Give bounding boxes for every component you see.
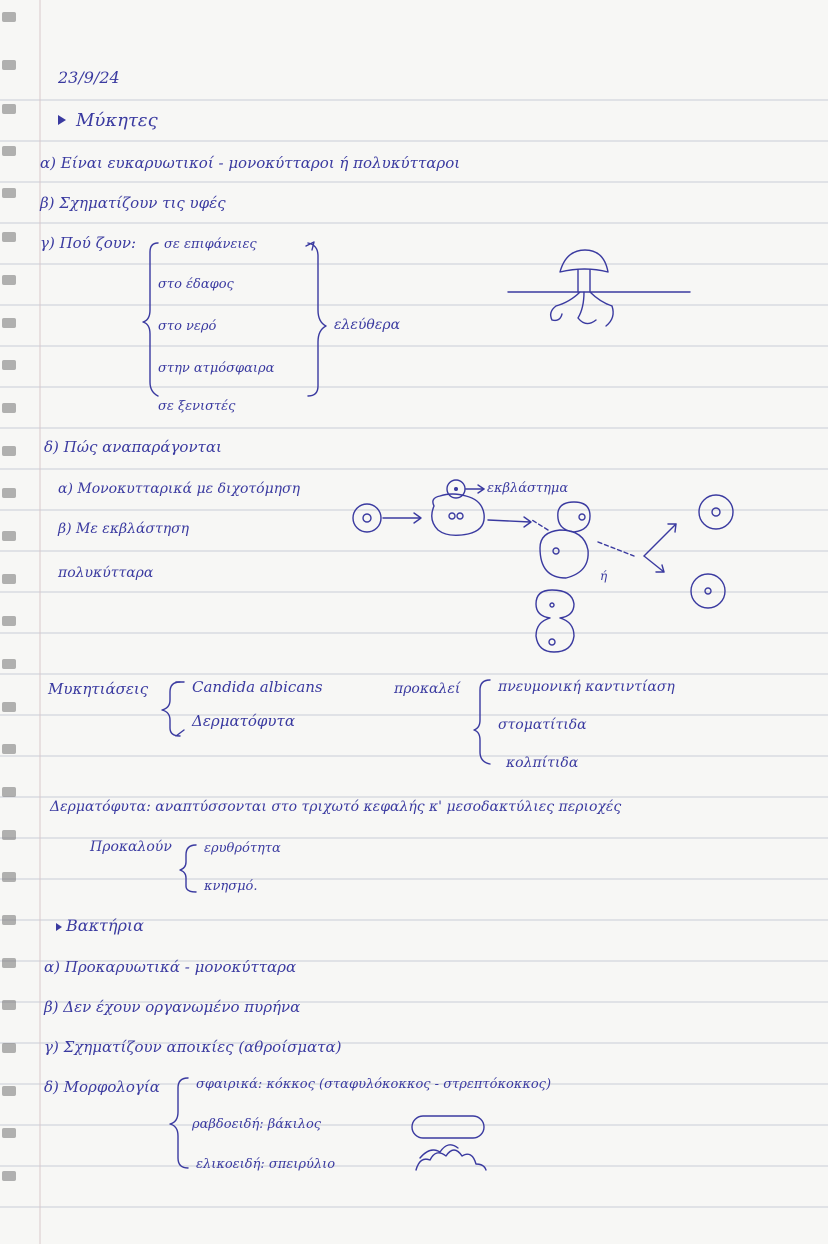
bacteria-point-c: γ) Σχηματίζουν αποικίες (αθροίσματα) (44, 1038, 342, 1056)
right-brace (308, 243, 326, 396)
habitat: στο έδαφος (158, 277, 234, 292)
heading-fungi: Μύκητες (76, 110, 158, 131)
bacteria-point-a: α) Προκαρυωτικά - μονοκύτταρα (44, 958, 297, 976)
mycosis-item: Δερματόφυτα (192, 712, 295, 730)
fungi-point-a: α) Είναι ευκαρυωτικοί - μονοκύτταροι ή πολυκύτταροι (40, 154, 461, 172)
bullet-icon (58, 115, 66, 125)
fungi-point-b: β) Σχηματίζουν τις υφές (40, 194, 226, 212)
mycoses-label: Μυκητιάσεις (48, 680, 149, 698)
mushroom-sketch (508, 250, 690, 326)
dermatophytes-effect: κνησμό. (204, 879, 258, 894)
effect: κολπίτιδα (506, 755, 579, 771)
bud-label: εκβλάστημα (487, 481, 569, 496)
habitat: στην ατμόσφαιρα (158, 361, 275, 376)
free-living-label: ελεύθερα (334, 317, 401, 333)
dermatophytes-effect: ερυθρότητα (204, 841, 281, 856)
bacteria-shape: ραβδοειδή: βάκιλος (192, 1117, 322, 1132)
or-label: ή (600, 569, 608, 583)
heading-bacteria: Βακτήρια (66, 916, 144, 935)
habitat: σε ξενιστές (158, 399, 236, 414)
mycosis-item: Candida albicans (192, 678, 323, 696)
brace (474, 680, 490, 764)
spiral-bacterium-sketch (420, 1145, 458, 1158)
brace (170, 1078, 188, 1168)
bacteria-point-b: β) Δεν έχουν οργανωμένο πυρήνα (44, 998, 301, 1016)
bullet-icon (56, 923, 62, 931)
dermatophytes-line: Δερματόφυτα: αναπτύσσονται στο τριχωτό κεφαλής κ' μεσοδακτύλιες περιοχές (50, 799, 622, 815)
spiral-bacterium-sketch (416, 1150, 486, 1170)
left-brace (143, 243, 158, 396)
bacteria-point-d: δ) Μορφολογία (44, 1078, 160, 1096)
rod-bacterium-sketch (412, 1116, 484, 1138)
fungi-point-d: δ) Πώς αναπαράγονται (44, 438, 222, 456)
habitat: στο νερό (158, 319, 217, 334)
causes-label: προκαλεί (394, 681, 461, 697)
effect: στοματίτιδα (498, 717, 587, 733)
reproduction-a: α) Μονοκυτταρικά με διχοτόμηση (58, 481, 301, 497)
fungi-point-c: γ) Πού ζουν: (40, 234, 137, 252)
brace (162, 682, 180, 736)
brace (180, 845, 196, 892)
budding-diagram (353, 480, 733, 652)
habitat: σε επιφάνειες (164, 237, 257, 252)
date: 23/9/24 (58, 68, 120, 87)
reproduction-c: πολυκύτταρα (58, 565, 154, 581)
bacteria-shape: ελικοειδή: σπειρύλιο (196, 1157, 336, 1172)
reproduction-b: β) Με εκβλάστηση (58, 521, 190, 537)
dermatophytes-cause-label: Προκαλούν (90, 839, 172, 855)
bacteria-shape: σφαιρικά: κόκκος (σταφυλόκοκκος - στρεπτόκοκκος) (196, 1077, 552, 1092)
effect: πνευμονική καντιντίαση (498, 679, 675, 695)
